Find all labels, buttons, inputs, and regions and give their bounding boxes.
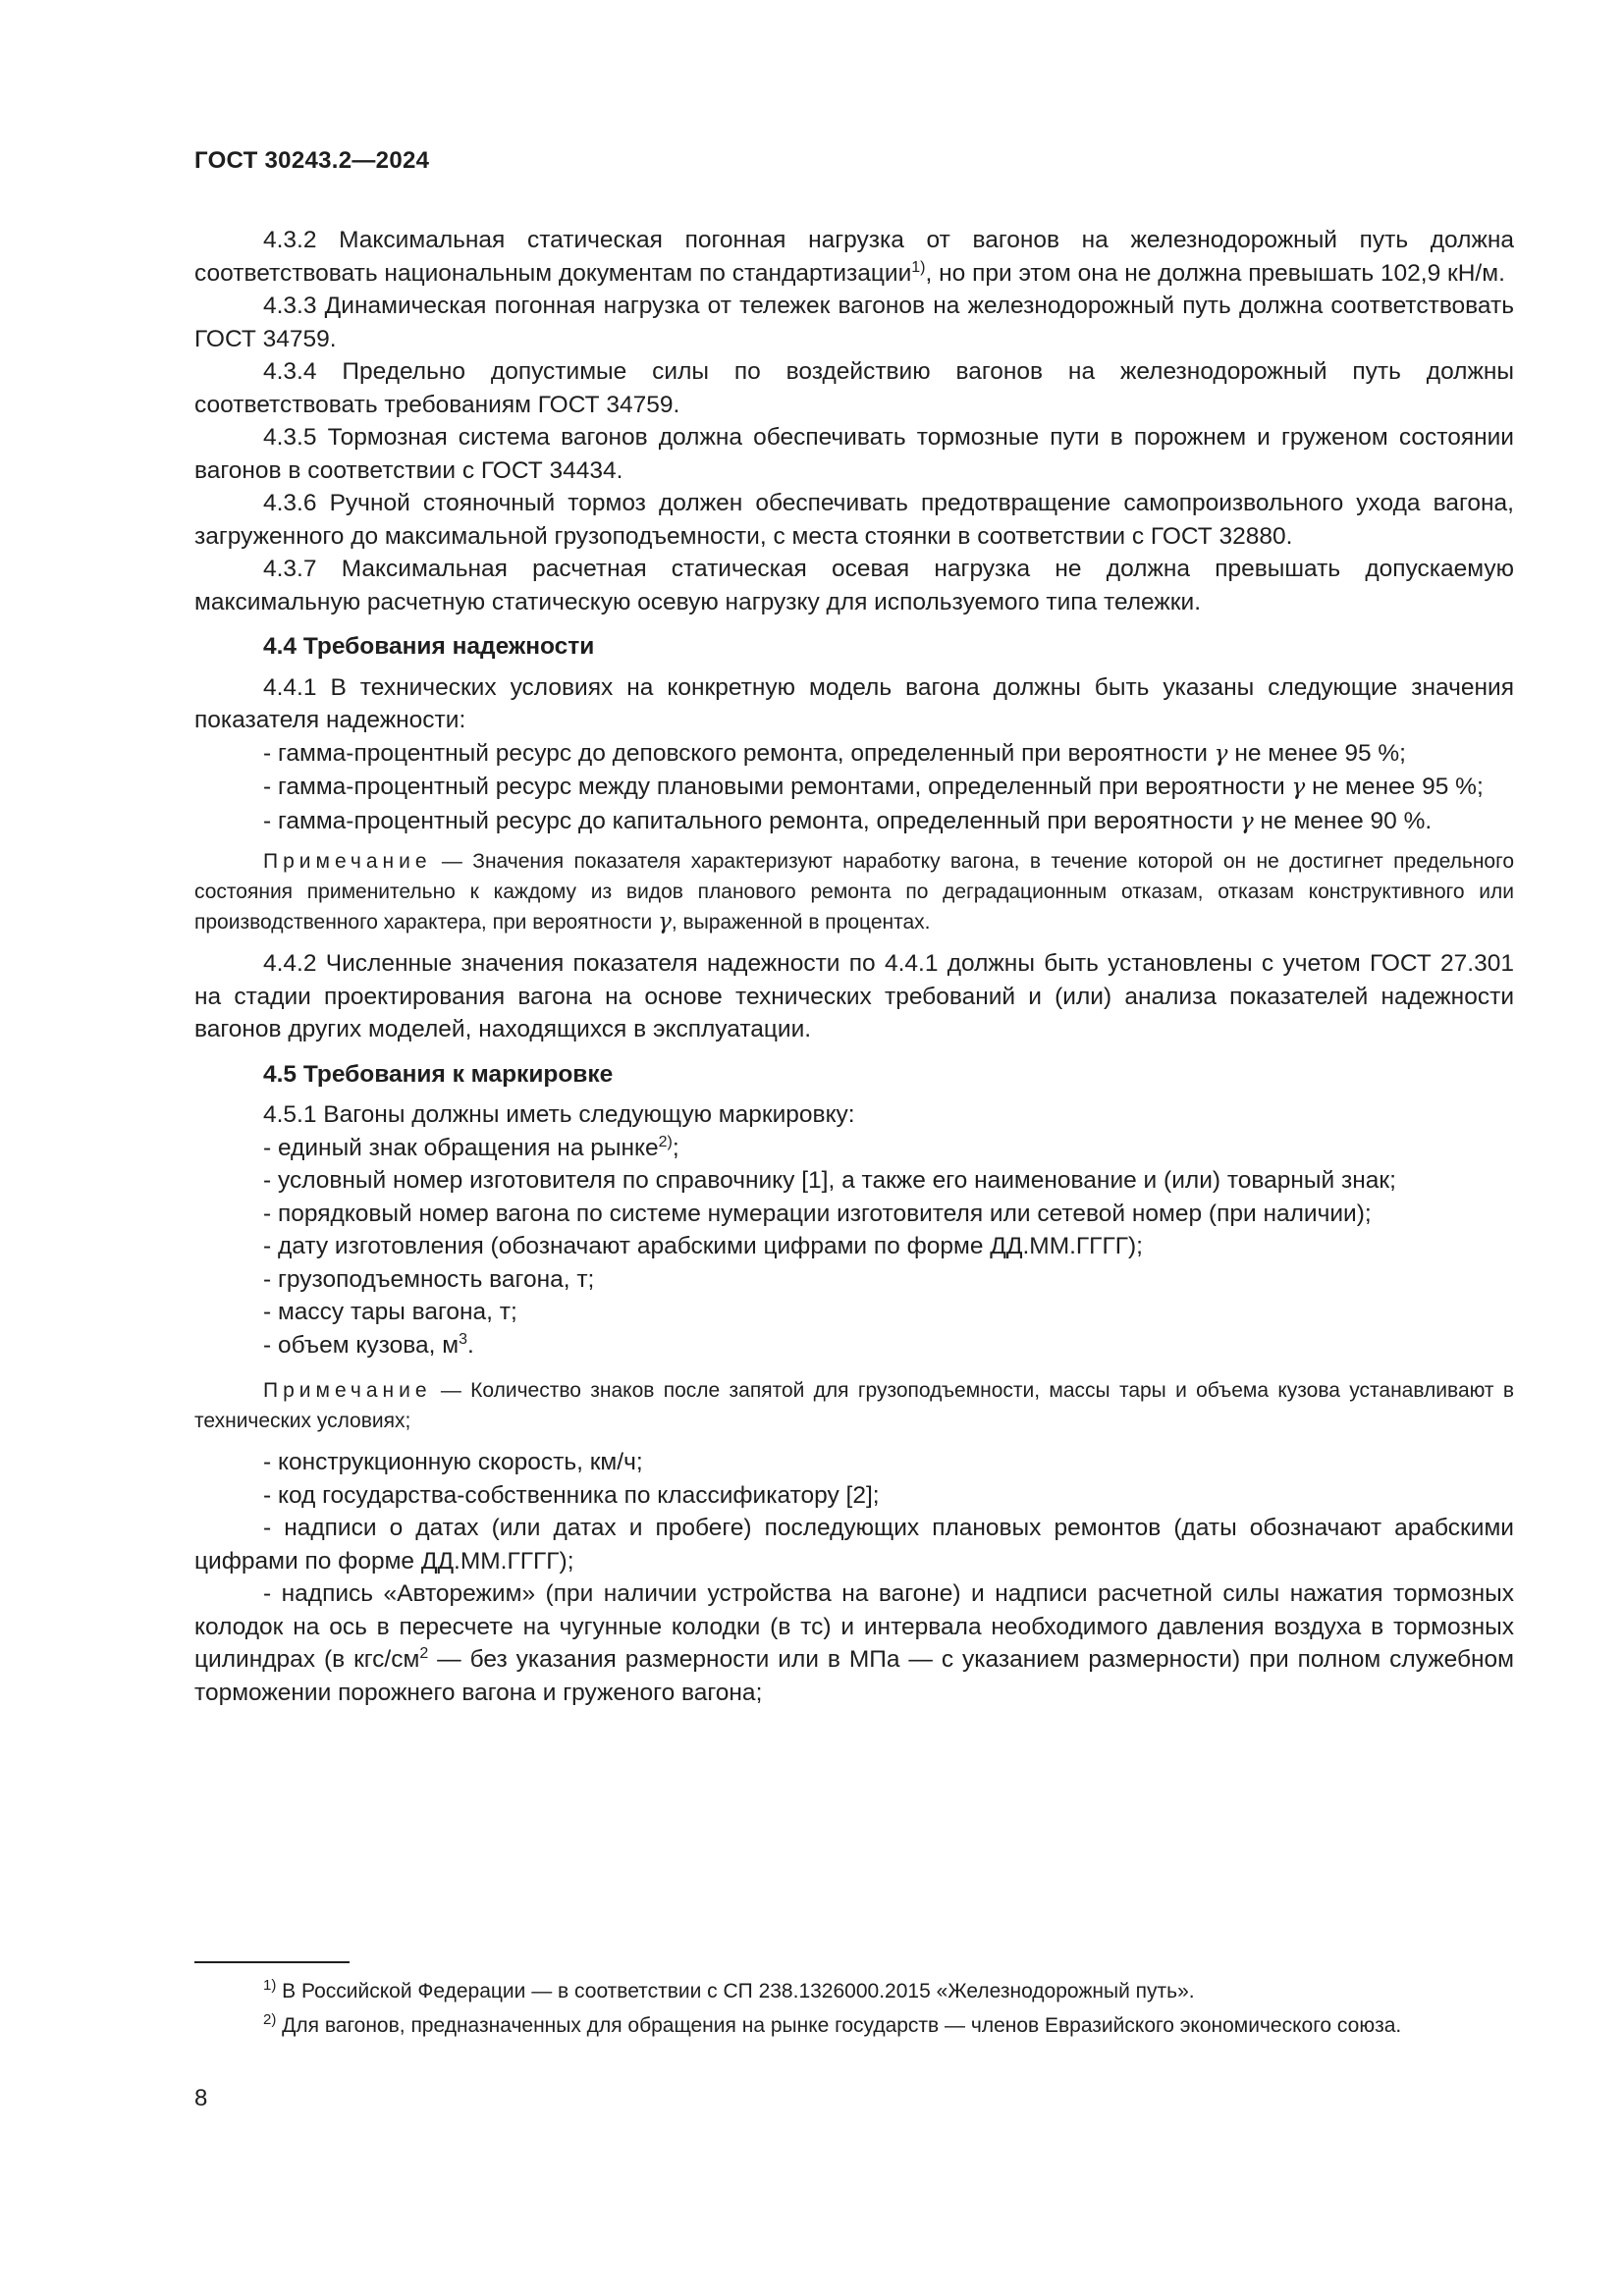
note-label: Примечание <box>263 850 432 873</box>
note-block <box>194 1375 1514 1436</box>
list-item <box>194 1132 1514 1165</box>
list-item-text: — без указания размерности или в МПа — с указанием размерности) при полном служебном торможении порожнего вагона и груженого вагона; <box>194 1646 1515 1706</box>
footnote-2 <box>194 2011 1514 2040</box>
gamma-symbol: γ <box>1214 740 1228 767</box>
paragraph-text: , но при этом она не должна превышать 102,9 кН/м. <box>925 259 1505 287</box>
paragraph-4-5-1: 4.5.1 Вагоны должны иметь следующую маркировку: <box>263 1101 855 1128</box>
note-block <box>194 846 1514 937</box>
superscript: 2 <box>419 1644 429 1662</box>
gamma-symbol: γ <box>1239 808 1254 834</box>
list-item <box>194 737 1514 772</box>
list-item-text: не менее 90 %. <box>1260 807 1433 834</box>
list-item-text: - гамма-процентный ресурс до деповского ремонта, определенный при вероятности <box>263 739 1208 767</box>
list-item <box>194 805 1514 839</box>
section-heading-4-4: 4.4 Требования надежности <box>263 633 595 660</box>
list-item-text: - объем кузова, м <box>263 1331 460 1359</box>
note-label: Примечание <box>263 1379 432 1402</box>
list-item: - массу тары вагона, т; <box>263 1299 517 1325</box>
paragraph-4-3-5: 4.3.5 Тормозная система вагонов должна обеспечивать тормозные пути в порожнем и груженом состоянии вагонов в соответствии с ГОСТ 34434. <box>194 424 1514 484</box>
document-id: ГОСТ 30243.2—2024 <box>194 147 430 174</box>
list-item: - грузоподъемность вагона, т; <box>263 1265 595 1293</box>
footnote-ref[interactable]: 2) <box>658 1133 673 1150</box>
list-item-text: не менее 95 %; <box>1312 774 1484 800</box>
paragraph-4-3-2 <box>194 224 1514 290</box>
list-item: - конструкционную скорость, км/ч; <box>263 1449 643 1475</box>
paragraph-4-4-1: 4.4.1 В технических условиях на конкретную модель вагона должны быть указаны следующие значения показателя надежности: <box>194 673 1514 733</box>
footnote-mark: 1) <box>263 1977 277 1994</box>
footnote-1 <box>194 1977 1514 2005</box>
footnote-text: Для вагонов, предназначенных для обращения на рынке государств — членов Евразийского экономического союза. <box>276 2014 1402 2037</box>
list-item: - условный номер изготовителя по справочнику [1], а также его наименование и (или) товарный знак; <box>263 1167 1396 1194</box>
list-item-text: ; <box>672 1134 679 1161</box>
footnote-mark: 2) <box>263 2011 277 2028</box>
note-text: — Количество знаков после запятой для грузоподъемности, массы тары и объема кузова устанавливают в технических условиях; <box>194 1379 1514 1432</box>
paragraph-4-3-3: 4.3.3 Динамическая погонная нагрузка от тележек вагонов на железнодорожный путь должна соответствовать ГОСТ 34759. <box>194 293 1514 352</box>
gamma-symbol: γ <box>1291 774 1306 800</box>
list-item-text: не менее 95 %; <box>1234 739 1406 767</box>
superscript: 3 <box>459 1330 467 1348</box>
note-text: , выраженной в процентах. <box>671 911 931 934</box>
footnote-divider <box>194 1961 350 1963</box>
list-item: - дату изготовления (обозначают арабскими цифрами по форме ДД.ММ.ГГГГ); <box>263 1233 1143 1259</box>
section-heading-4-5: 4.5 Требования к маркировке <box>263 1060 614 1088</box>
footnote-ref[interactable]: 1) <box>911 258 926 276</box>
list-item-text: - гамма-процентный ресурс до капитального ремонта, определенный при вероятности <box>263 807 1234 834</box>
paragraph-4-4-2: 4.4.2 Численные значения показателя надежности по 4.4.1 должны быть установлены с учетом ГОСТ 27.301 на стадии проектирования вагона на основе технических требований и (или) анализа показателей надежности вагонов других моделей, находящихся в эксплуатации. <box>194 950 1514 1042</box>
document-body <box>194 224 1514 1709</box>
list-item-text: - надпись «Авторежим» (при наличии устройства на вагоне) и надписи расчетной силы нажатия тормозных колодок на ось в пересчете на чугунные колодки (в тс) и интервала необходимого давления воздуха в тормозных цилиндрах (в кгс/см <box>194 1580 1514 1673</box>
page-number: 8 <box>194 2085 208 2111</box>
list-item-text: . <box>466 1331 474 1359</box>
gamma-symbol: γ <box>658 909 672 934</box>
list-item: - порядковый номер вагона по системе нумерации изготовителя или сетевой номер (при наличии); <box>263 1200 1372 1227</box>
list-item-text: - единый знак обращения на рынке <box>263 1134 659 1161</box>
list-item: - код государства-собственника по классификатору [2]; <box>263 1481 880 1509</box>
list-item <box>194 1577 1514 1709</box>
list-item: - надписи о датах (или датах и пробеге) последующих плановых ремонтов (даты обозначают арабскими цифрами по форме ДД.ММ.ГГГГ); <box>194 1515 1514 1575</box>
list-item-text: - гамма-процентный ресурс между плановыми ремонтами, определенный при вероятности <box>263 774 1285 800</box>
paragraph-4-3-7: 4.3.7 Максимальная расчетная статическая осевая нагрузка не должна превышать допускаемую максимальную расчетную статическую осевую нагрузку для используемого типа тележки. <box>194 556 1514 615</box>
list-item <box>194 771 1514 805</box>
footnotes <box>194 1961 1514 2046</box>
note-text: — Значения показателя характеризуют наработку вагона, в течение которой он не достигнет предельного состояния применительно к каждому из видов планового ремонта по деградационным отказам, отказам конструктивного или производственного характера, при вероятности <box>194 850 1514 934</box>
paragraph-4-3-4: 4.3.4 Предельно допустимые силы по воздействию вагонов на железнодорожный путь должны соответствовать требованиям ГОСТ 34759. <box>194 358 1514 418</box>
list-item <box>194 1329 1514 1362</box>
paragraph-4-3-6: 4.3.6 Ручной стояночный тормоз должен обеспечивать предотвращение самопроизвольного ухода вагона, загруженного до максимальной грузоподъемности, с места стоянки в соответствии с ГОСТ 32880. <box>194 490 1514 550</box>
paragraph-text: 4.3.2 Максимальная статическая погонная нагрузка от вагонов на железнодорожный путь должна соответствовать национальным документам по стандартизации <box>194 227 1514 287</box>
footnote-text: В Российской Федерации — в соответствии с СП 238.1326000.2015 «Железнодорожный путь». <box>276 1980 1195 2002</box>
